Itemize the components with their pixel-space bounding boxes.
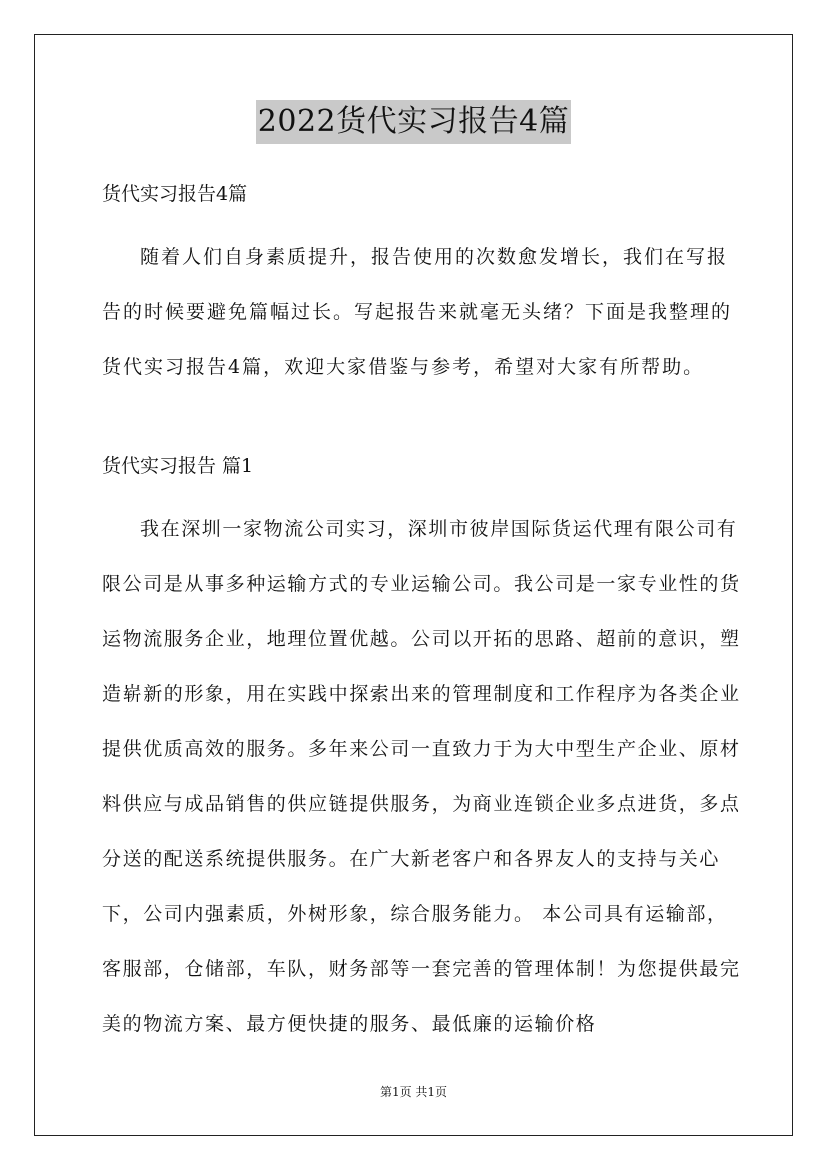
intro-paragraph: 随着人们自身素质提升，报告使用的次数愈发增长，我们在写报告的时候要避免篇幅过长。写起报告来就毫无头绪？下面是我整理的货代实习报告4篇，欢迎大家借鉴与参考，希望对大家有所帮助。 <box>102 246 733 378</box>
title-container <box>0 100 827 144</box>
section-heading: 货代实习报告 篇1 <box>102 455 254 477</box>
document-subtitle: 货代实习报告4篇 <box>102 183 248 205</box>
body-paragraph: 我在深圳一家物流公司实习，深圳市彼岸国际货运代理有限公司有限公司是从事多种运输方式的专业运输公司。我公司是一家专业性的货运物流服务企业，地理位置优越。公司以开拓的思路、超前的意识，塑造崭新的形象，用在实践中探索出来的管理制度和工作程序为各类企业提供优质高效的服务。多年来公司一直致力于为大中型生产企业、原材料供应与成品销售的供应链提供服务，为商业连锁企业多点进货，多点分送的配送系统提供服务。在广大新老客户和各界友人的支持与关心下，公司内强素质，外树形象，综合服务能力。 本公司具有运输部，客服部，仓储部，车队，财务部等一套完善的管理体制！为您提供最完美的物流方案、最方便快捷的服务、最低廉的运输价格 <box>102 518 741 1035</box>
page-footer: 第1页 共1页 <box>379 1085 448 1099</box>
document-title: 2022货代实习报告4篇 <box>256 100 571 144</box>
